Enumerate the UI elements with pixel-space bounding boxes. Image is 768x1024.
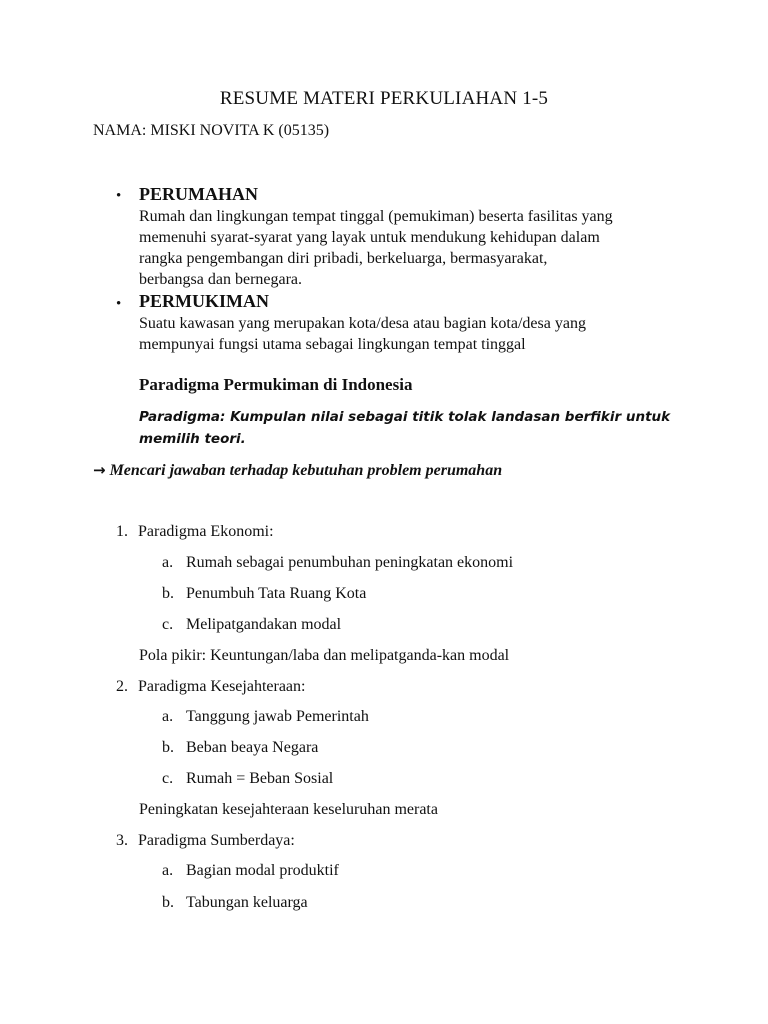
definition-line: memenuhi syarat-syarat yang layak untuk mendukung kehidupan dalam [139,229,600,246]
list-letter: c. [162,616,174,633]
list-number: 2. [116,678,128,695]
paradigm-title [116,678,305,696]
paradigm-note: Peningkatan kesejahteraan keseluruhan merata [139,801,438,818]
list-item [162,739,318,757]
list-letter: a. [162,708,174,725]
arrow-right-icon: → [93,461,106,479]
paradigm-title-text: Paradigma Kesejahteraan: [138,678,306,695]
list-letter: b. [162,739,174,756]
list-item-text: Beban beaya Negara [186,739,319,756]
bullet-marker: • [116,296,122,312]
definition-line: Suatu kawasan yang merupakan kota/desa atau bagian kota/desa yang [139,315,586,332]
bullet-heading-permukiman: PERMUKIMAN [139,291,269,311]
list-letter: b. [162,585,174,602]
bullet-heading-perumahan: PERUMAHAN [139,184,258,204]
list-item [162,894,308,912]
list-number: 1. [116,523,128,540]
paradigm-title [116,523,274,541]
list-item-text: Melipatgandakan modal [186,616,342,633]
document-title: RESUME MATERI PERKULIAHAN 1-5 [219,88,549,109]
definition-line: rangka pengembangan diri pribadi, berkeluarga, bermasyarakat, [139,250,548,267]
list-item-text: Rumah sebagai penumbuhan peningkatan ekonomi [186,554,514,571]
list-item [162,554,513,572]
definition-line: berbangsa dan bernegara. [139,271,303,288]
arrow-statement [93,461,502,480]
paradigma-definition: Paradigma: Kumpulan nilai sebagai titik tolak landasan berfikir untuk memilih teori. [139,409,671,447]
definition-line: mempunyai fungsi utama sebagai lingkungan tempat tinggal [139,336,526,353]
list-letter: b. [162,894,174,911]
paradigm-title-text: Paradigma Sumberdaya: [138,832,295,849]
paradigm-title-text: Paradigma Ekonomi: [138,523,274,540]
list-letter: a. [162,554,174,571]
list-letter: c. [162,770,174,787]
arrow-statement-text: Mencari jawaban terhadap kebutuhan problem perumahan [109,462,503,479]
list-item [162,708,369,726]
list-item-text: Penumbuh Tata Ruang Kota [186,585,367,602]
perumahan-definition [139,206,613,290]
list-item [162,616,341,634]
paradigm-title [116,832,295,850]
bullet-marker: • [116,188,122,204]
list-item-text: Tabungan keluarga [186,894,308,911]
author-line: NAMA: MISKI NOVITA K (05135) [93,122,330,139]
paradigm-note: Pola pikir: Keuntungan/laba dan melipatganda-kan modal [139,647,510,664]
list-item-text: Bagian modal produktif [186,862,339,879]
list-item [162,585,366,603]
list-item [162,862,339,880]
list-letter: a. [162,862,174,879]
list-item-text: Rumah = Beban Sosial [186,770,334,787]
list-item-text: Tanggung jawab Pemerintah [186,708,369,725]
permukiman-definition [139,313,586,355]
list-item [162,770,333,788]
definition-line: Rumah dan lingkungan tempat tinggal (pemukiman) beserta fasilitas yang [139,208,613,225]
list-number: 3. [116,832,128,849]
section-heading: Paradigma Permukiman di Indonesia [139,375,413,394]
